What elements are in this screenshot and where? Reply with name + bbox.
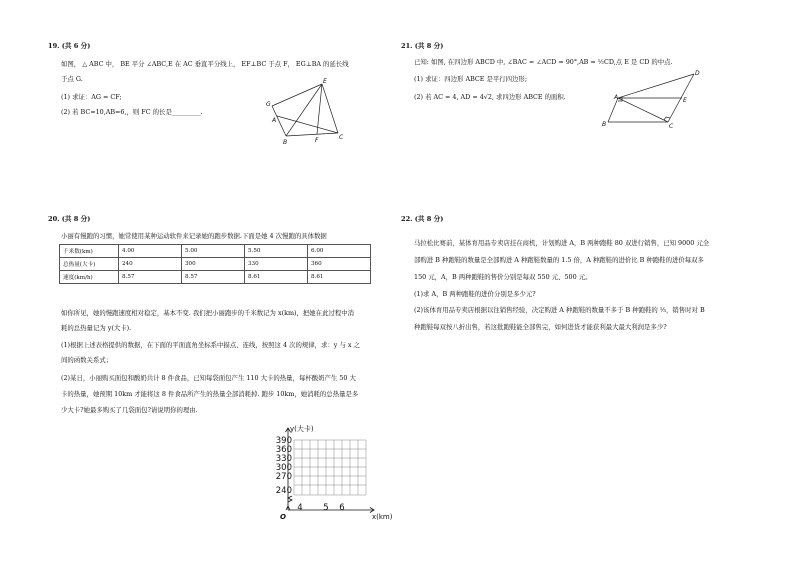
q19-label-E: E [323, 78, 327, 85]
q20-sub2-line2: 卡的热量，她预期 10km 才能将这 8 件食品所产生的热量全部消耗掉. 跑步 10km，她消耗的总热量是多 [61, 390, 359, 398]
q19-label-F: F [315, 137, 319, 144]
x-axis-label: x(km) [372, 513, 393, 521]
q21-label-A: A [614, 94, 619, 101]
table-cell: 330 [245, 258, 308, 271]
table-cell: 8.61 [245, 271, 308, 284]
q20-para1-line2: 耗的总热量记为 y(大卡). [61, 324, 132, 332]
table-cell: 6.00 [308, 245, 371, 258]
q22-heading: 22. (共 8 分) [401, 215, 444, 223]
q21-figure [600, 66, 710, 130]
q19-label-C: C [339, 134, 344, 141]
q20-para1-line1: 如你所见，她的慢跑速度相对稳定，基本不变. 我们把小丽跑步的千米数记为 x(km)，把她在此过程中消 [61, 309, 355, 317]
table-cell: 千米数(km) [60, 245, 119, 258]
q19-label-G: G [266, 101, 271, 108]
q22-stem-line3: 150 元，A，B 两种跑鞋的售价分别是每双 550 元、500 元。 [414, 273, 592, 281]
x-tick: 5 [323, 503, 329, 513]
q21-label-C: C [669, 123, 674, 130]
table-cell: 8.57 [119, 271, 182, 284]
table-cell: 240 [119, 258, 182, 271]
table-row [60, 271, 371, 284]
table-cell: 8.61 [308, 271, 371, 284]
q21-label-B: B [602, 121, 607, 128]
q20-intro: 小丽有慢跑的习惯，她常使用某种运动软件来记录她的跑步数据.下面是她 4 次慢跑的具体数据 [61, 232, 327, 240]
q21-label-D: D [695, 70, 700, 77]
q19-figure [262, 78, 352, 146]
y-tick: 300 [275, 463, 292, 473]
y-tick: 360 [275, 445, 292, 455]
table-cell: 速度(km/h) [60, 271, 119, 284]
running-data-table [59, 244, 371, 284]
table-cell: 5.50 [245, 245, 308, 258]
q19-heading: 19. (共 6 分) [48, 42, 91, 50]
y-tick: 330 [275, 454, 292, 464]
q19-stem-line1: 如图， △ ABC 中， BE 平分 ∠ABC,E 在 AC 垂直平分线上， EF⊥BC 于点 F， EG⊥BA 的延长线 [61, 60, 349, 68]
table-cell: 8.57 [182, 271, 245, 284]
q21-heading: 21. (共 8 分) [401, 42, 444, 50]
origin-label: O [280, 513, 286, 521]
q20-sub2-line3: 少大卡?她最多购买了几袋面包?请说明你的理由. [61, 406, 198, 414]
q20-sub1-line1: (1)根据上述表格提供的数据，在下面的平面直角坐标系中描点、连线，按照这 4 次的规律，求：y 与 x 之 [61, 341, 360, 349]
q21-stem: 已知: 如图, 在四边形 ABCD 中, ∠BAC = ∠ACD = 90°,AB = ½CD,点 E 是 CD 的中点. [414, 58, 673, 66]
q19-part2: (2) 若 BC=10,AB=6,，则 FC 的长是_________. [61, 108, 203, 116]
q20-heading: 20. (共 8 分) [48, 215, 91, 223]
q19-label-B: B [283, 139, 288, 146]
y-tick: 390 [275, 436, 292, 446]
q22-sub2-line2: 种跑鞋每双按八折出售，若这批跑鞋能全部售完，如何进货才能获利最大最大利润是多少? [414, 323, 667, 331]
x-tick: 6 [339, 503, 345, 513]
y-tick: 240 [275, 486, 292, 496]
x-tick: 4 [297, 503, 303, 513]
q19-stem-line2: 于点 G. [61, 75, 83, 83]
q22-stem-line2: 部购进 B 种跑鞋的数量是全部购进 A 种跑鞋数量的 1.5 倍，A 种跑鞋的进价比 B 种跑鞋的进价每双多 [414, 256, 704, 264]
y-axis-label: y(大卡) [290, 425, 314, 433]
q20-sub2-line1: (2)某日，小丽购买面包和酸奶共计 8 件食品，已知每袋面包产生 110 大卡的热量，每杯酸奶产生 50 大 [61, 374, 356, 382]
q21-label-E: E [683, 97, 687, 104]
q20-sub1-line2: 间的函数关系式； [61, 356, 113, 364]
table-cell: 300 [182, 258, 245, 271]
table-row [60, 245, 371, 258]
q19-part1: (1) 求证：AG = CF; [61, 93, 122, 101]
q21-part2: (2) 若 AC = 4, AD = 4√2, 求四边形 ABCE 的面积. [414, 93, 566, 101]
q22-stem-line1: 马拉松比赛前，某体育用品专卖店挂在商机，计划购进 A，B 两种跑鞋 80 双进行销售，已知 9000 元全 [414, 239, 710, 247]
table-cell: 360 [308, 258, 371, 271]
q22-sub1: (1)求 A，B 两种跑鞋的进价分别是多少元? [414, 290, 536, 298]
q19-label-A: A [272, 117, 277, 124]
table-cell: 5.00 [182, 245, 245, 258]
q21-part1: (1) 求证：四边形 ABCE 是平行四边形; [414, 75, 527, 83]
coordinate-grid [268, 418, 410, 526]
table-cell: 4.00 [119, 245, 182, 258]
q22-sub2-line1: (2)该体育用品专卖店根据以往销售经验，决定购进 A 种跑鞋的数量不多于 B 种跑鞋的 ⅓，销售时对 B [414, 306, 705, 314]
y-tick: 270 [275, 472, 292, 482]
table-row [60, 258, 371, 271]
table-cell: 总热量(大卡) [60, 258, 119, 271]
